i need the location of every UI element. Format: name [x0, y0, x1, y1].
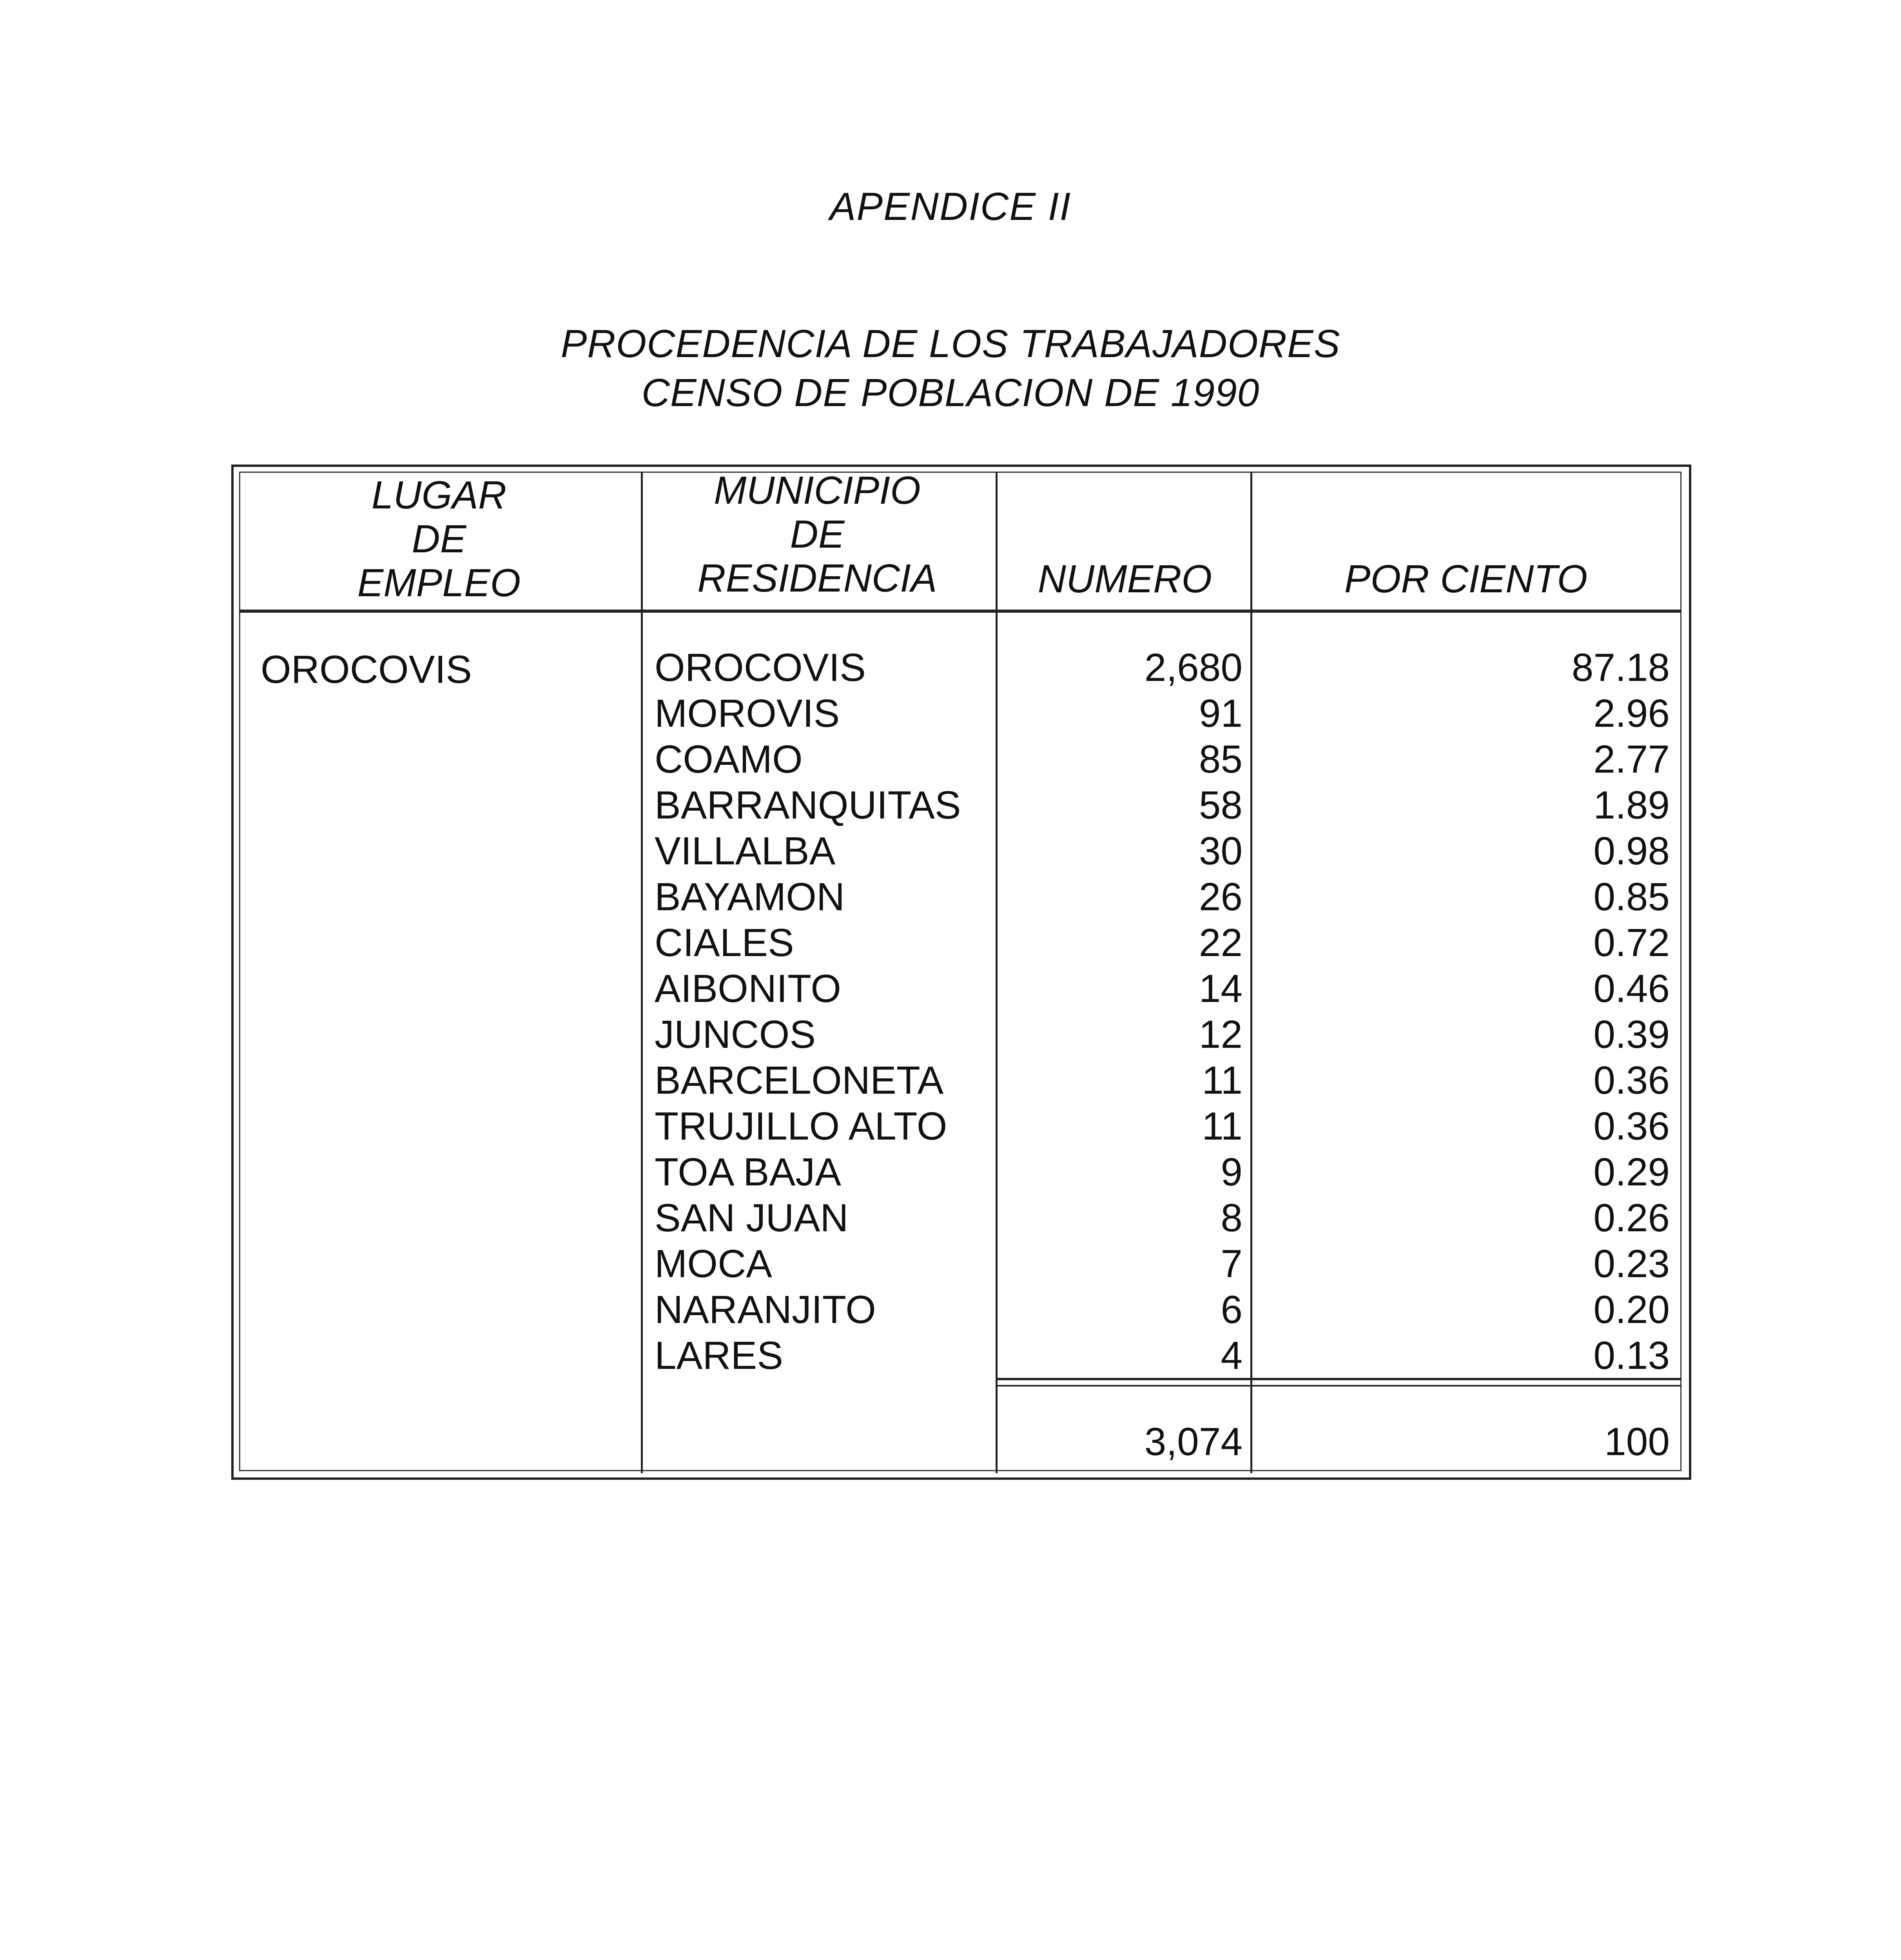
table-row-numero: 58	[1199, 783, 1243, 827]
table-row-por-ciento: 0.98	[1593, 829, 1670, 873]
table-row-numero: 11	[1202, 1058, 1243, 1102]
header-lugar-line1: LUGAR	[371, 473, 507, 517]
table-row-municipio: NARANJITO	[655, 1288, 876, 1332]
table-row-numero: 11	[1202, 1104, 1243, 1148]
table-row-numero: 14	[1199, 967, 1243, 1011]
header-lugar-line2: DE	[412, 517, 466, 561]
table-row-por-ciento: 2.77	[1593, 737, 1670, 781]
table-row-municipio: BAYAMON	[655, 875, 845, 919]
table-row-municipio: TOA BAJA	[655, 1150, 842, 1194]
table-row-municipio: BARRANQUITAS	[655, 783, 961, 827]
total-por-ciento: 100	[1604, 1420, 1670, 1464]
table-row-numero: 91	[1199, 691, 1243, 735]
header-municipio-line2: DE	[790, 512, 845, 556]
header-lugar-de-empleo	[282, 473, 596, 605]
lugar-de-empleo-value: OROCOVIS	[261, 648, 472, 691]
numero-column	[999, 645, 1243, 1379]
municipio-column	[655, 645, 999, 1379]
table-row-por-ciento: 0.36	[1593, 1058, 1670, 1102]
table-row-por-ciento: 2.96	[1593, 691, 1670, 735]
table-row-por-ciento: 0.72	[1593, 921, 1670, 965]
table-row-por-ciento: 0.36	[1593, 1104, 1670, 1148]
table-row-municipio: MOCA	[655, 1242, 772, 1286]
table-title-line-1: PROCEDENCIA DE LOS TRABAJADORES	[561, 322, 1340, 366]
table-title-line-2: CENSO DE POBLACION DE 1990	[641, 371, 1260, 415]
table-row-por-ciento: 0.85	[1593, 875, 1670, 919]
table-row-municipio: JUNCOS	[655, 1013, 816, 1056]
appendix-title: APENDICE II	[829, 185, 1072, 229]
table-row-municipio: SAN JUAN	[655, 1196, 849, 1240]
table-row-numero: 30	[1199, 829, 1243, 873]
table-row-por-ciento: 0.20	[1593, 1288, 1670, 1332]
table-row-municipio: MOROVIS	[655, 691, 840, 735]
table-row-numero: 22	[1199, 921, 1243, 965]
table-row-numero: 8	[1221, 1196, 1243, 1240]
header-lugar-line3: EMPLEO	[357, 561, 521, 605]
table-row-numero: 85	[1199, 737, 1243, 781]
table-row-por-ciento: 1.89	[1593, 783, 1670, 827]
table-row-numero: 9	[1221, 1150, 1243, 1194]
table-row-municipio: CIALES	[655, 921, 794, 965]
header-rule	[239, 610, 1682, 613]
total-rule-double	[996, 1385, 1682, 1387]
data-table	[231, 465, 1691, 1480]
table-row-numero: 12	[1199, 1013, 1243, 1056]
header-municipio-de-residencia	[647, 468, 988, 600]
table-row-municipio: COAMO	[655, 737, 803, 781]
header-municipio-line3: RESIDENCIA	[697, 556, 937, 600]
table-row-por-ciento: 0.23	[1593, 1242, 1670, 1286]
table-row-municipio: OROCOVIS	[655, 646, 866, 690]
por-ciento-column	[1254, 645, 1670, 1379]
table-row-por-ciento: 87.18	[1571, 646, 1670, 690]
table-row-numero: 7	[1221, 1242, 1243, 1286]
table-row-numero: 4	[1221, 1334, 1243, 1377]
table-row-municipio: LARES	[655, 1334, 783, 1377]
table-row-numero: 26	[1199, 875, 1243, 919]
table-row-municipio: AIBONITO	[655, 967, 842, 1011]
header-municipio-line1: MUNICIPIO	[714, 468, 921, 512]
table-row-por-ciento: 0.13	[1593, 1334, 1670, 1377]
header-numero: NUMERO	[1038, 557, 1212, 601]
table-row-municipio: TRUJILLO ALTO	[655, 1104, 947, 1148]
column-divider	[1250, 472, 1252, 1473]
column-divider	[641, 472, 643, 1473]
header-por-ciento: POR CIENTO	[1344, 557, 1588, 601]
table-row-municipio: BARCELONETA	[655, 1058, 944, 1102]
table-row-por-ciento: 0.26	[1593, 1196, 1670, 1240]
table-row-por-ciento: 0.39	[1593, 1013, 1670, 1056]
table-row-municipio: VILLALBA	[655, 829, 836, 873]
table-row-por-ciento: 0.46	[1593, 967, 1670, 1011]
total-numero: 3,074	[1144, 1420, 1243, 1464]
table-row-numero: 2,680	[1144, 646, 1243, 690]
table-row-numero: 6	[1221, 1288, 1243, 1332]
table-row-por-ciento: 0.29	[1593, 1150, 1670, 1194]
